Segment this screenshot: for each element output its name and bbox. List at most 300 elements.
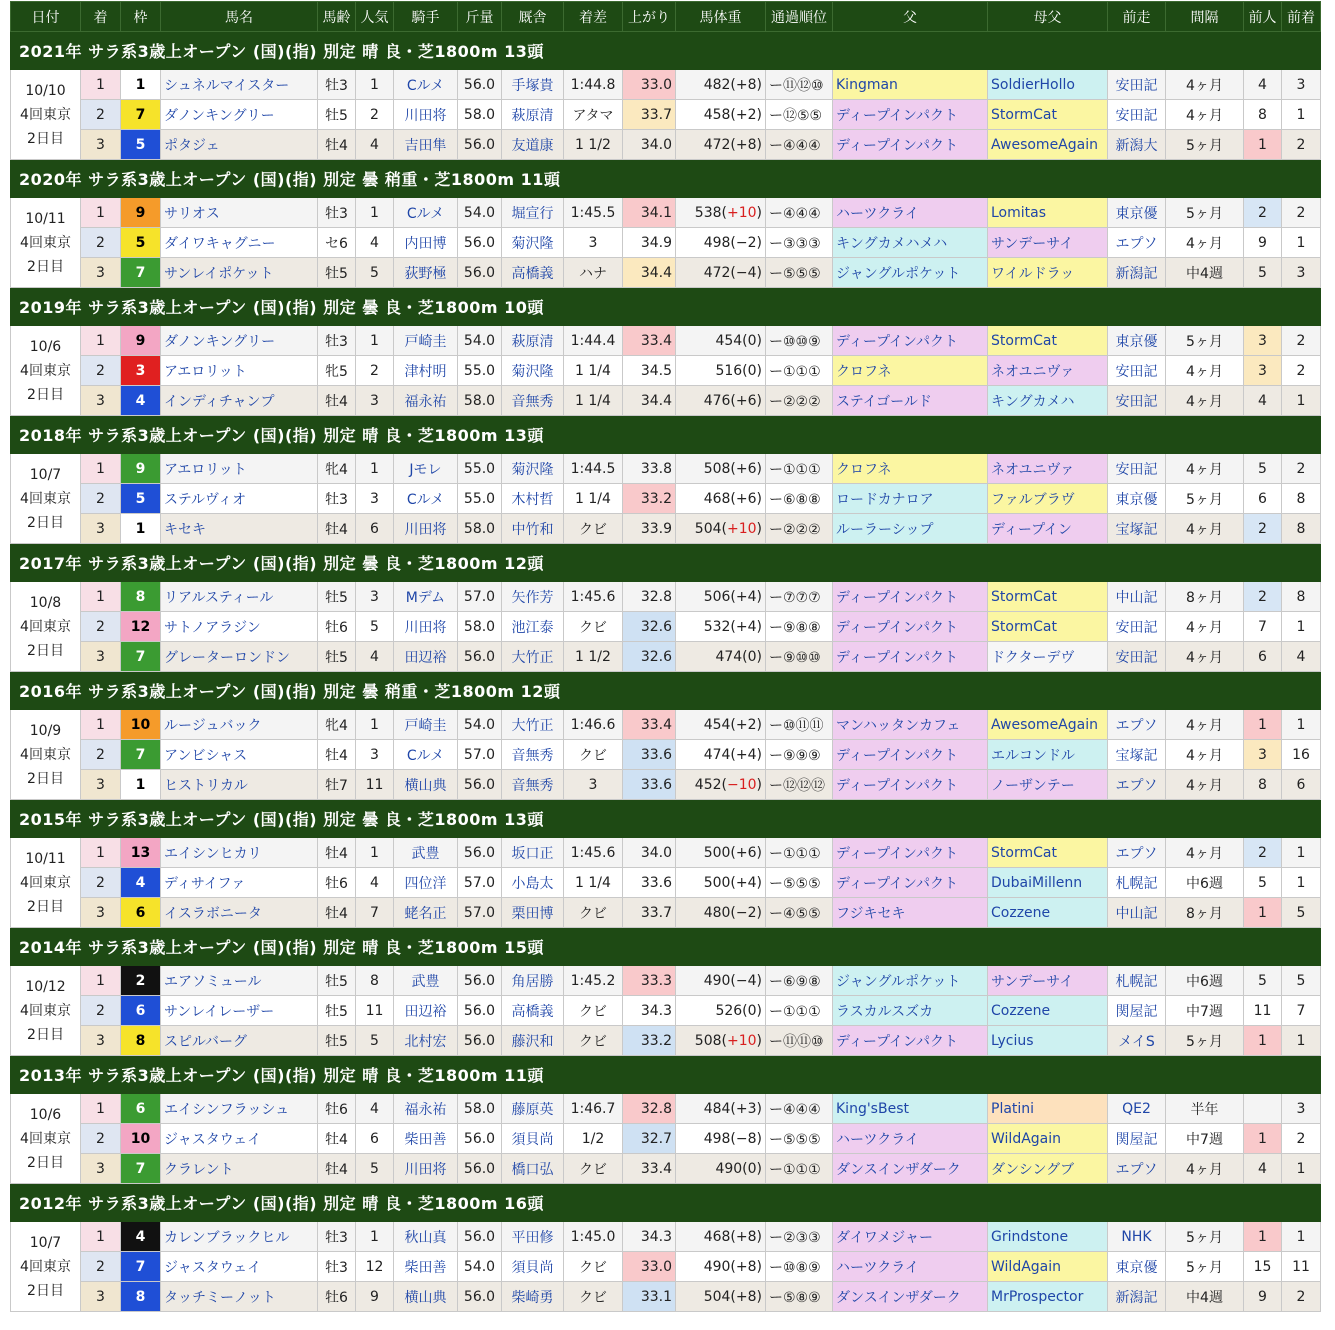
sire-link[interactable]: ダイワメジャー <box>836 1229 934 1246</box>
trainer-link[interactable]: 高橋義 <box>511 1003 554 1020</box>
column-header[interactable]: 前人 <box>1244 2 1282 32</box>
jockey-link[interactable]: Cルメ <box>406 747 445 764</box>
sire-link[interactable]: キングカメハメハ <box>836 235 948 252</box>
jockey-link[interactable]: 四位洋 <box>404 875 447 892</box>
dam-sire-link[interactable]: Lomitas <box>991 204 1047 221</box>
race-meet: 4回東京 <box>20 106 71 123</box>
dam-sire-link[interactable]: StormCat <box>991 618 1057 635</box>
jockey-link[interactable]: Cルメ <box>406 491 445 508</box>
previous-race-link[interactable]: QE2 <box>1122 1100 1151 1117</box>
horse-name-link[interactable]: ジャスタウェイ <box>164 1131 262 1148</box>
sire-link[interactable]: クロフネ <box>836 363 892 380</box>
race-title[interactable]: 2013年 サラ系3歳上オープン (国)(指) 別定 晴 良・芝1800m 11頭 <box>11 1056 1321 1094</box>
sire-link[interactable]: ジャングルポケット <box>836 973 961 990</box>
sire-cell <box>833 612 988 642</box>
sire-link[interactable]: ディープインパクト <box>836 777 958 794</box>
previous-race-link[interactable]: 安田記 <box>1115 363 1158 380</box>
jockey-link[interactable]: 柴田善 <box>404 1131 447 1148</box>
sire-link[interactable]: ディープインパクト <box>836 107 958 124</box>
horse-name-cell <box>161 484 318 514</box>
column-header[interactable]: 間隔 <box>1166 2 1244 32</box>
race-day: 2日目 <box>27 386 64 403</box>
sire-link[interactable]: ロードカナロア <box>836 491 934 508</box>
table-row <box>11 770 1321 800</box>
dam-sire-link[interactable]: Cozzene <box>991 1002 1051 1019</box>
previous-popularity: 2 <box>1244 838 1282 868</box>
previous-race-link[interactable]: 関屋記 <box>1115 1003 1158 1020</box>
sire-link[interactable]: クロフネ <box>836 461 892 478</box>
previous-race-link[interactable]: 中山記 <box>1115 589 1158 606</box>
dam-sire-link[interactable]: ワイルドラッ <box>991 265 1075 282</box>
dam-sire-cell <box>988 740 1108 770</box>
horse-name-link[interactable]: エイシンフラッシュ <box>164 1101 290 1118</box>
previous-race-link[interactable]: 関屋記 <box>1115 1131 1158 1148</box>
dam-sire-link[interactable]: WildAgain <box>991 1130 1062 1147</box>
trainer-link[interactable]: 大竹正 <box>511 717 554 734</box>
dam-sire-link[interactable]: Lycius <box>991 1032 1034 1049</box>
sire-link[interactable]: ディープインパクト <box>836 875 958 892</box>
jockey-link[interactable]: 戸崎圭 <box>404 333 447 350</box>
passing-order: ー⑥⑨⑧ <box>766 966 833 996</box>
body-weight: 484(+3) <box>676 1094 766 1124</box>
previous-race-link[interactable]: 安田記 <box>1115 393 1158 410</box>
previous-race-link[interactable]: 新潟記 <box>1115 265 1158 282</box>
jockey-link[interactable]: 荻野極 <box>404 265 447 282</box>
jockey-link[interactable]: Jモレ <box>409 461 442 478</box>
dam-sire-cell <box>988 1026 1108 1056</box>
horse-name-link[interactable]: サトノアラジン <box>164 619 261 636</box>
sire-cell <box>833 100 988 130</box>
dam-sire-link[interactable]: ディープイン <box>991 521 1072 538</box>
weight-carried: 56.0 <box>458 642 502 672</box>
column-header[interactable]: 馬名 <box>161 2 318 32</box>
previous-race-link[interactable]: 中山記 <box>1115 905 1158 922</box>
horse-name-link[interactable]: エアソミュール <box>164 973 262 990</box>
dam-sire-cell <box>988 228 1108 258</box>
horse-name-link[interactable]: ダノンキングリー <box>164 107 275 124</box>
jockey-cell <box>394 1222 458 1252</box>
dam-sire-link[interactable]: AwesomeAgain <box>991 716 1098 733</box>
horse-name-link[interactable]: ジャスタウェイ <box>164 1259 262 1276</box>
race-title[interactable]: 2016年 サラ系3歳上オープン (国)(指) 別定 曇 稍重・芝1800m 12頭 <box>11 672 1321 710</box>
horse-name-cell <box>161 70 318 100</box>
sire-cell <box>833 868 988 898</box>
horse-name-link[interactable]: クラレント <box>164 1161 234 1178</box>
race-title[interactable]: 2018年 サラ系3歳上オープン (国)(指) 別定 晴 良・芝1800m 13頭 <box>11 416 1321 454</box>
dam-sire-link[interactable]: SoldierHollo <box>991 76 1075 93</box>
sire-link[interactable]: ディープインパクト <box>836 137 958 154</box>
previous-popularity: 8 <box>1244 100 1282 130</box>
trainer-link[interactable]: 音無秀 <box>511 393 554 410</box>
trainer-cell <box>502 868 564 898</box>
trainer-cell <box>502 70 564 100</box>
sire-cell <box>833 386 988 416</box>
dam-sire-link[interactable]: エルコンドル <box>991 747 1075 764</box>
horse-name-cell <box>161 1026 318 1056</box>
previous-race-link[interactable]: 安田記 <box>1115 619 1158 636</box>
dam-sire-link[interactable]: StormCat <box>991 106 1057 123</box>
dam-sire-link[interactable]: サンデーサイ <box>991 973 1074 990</box>
horse-name-link[interactable]: サリオス <box>164 205 220 222</box>
trainer-link[interactable]: 木村哲 <box>511 491 554 508</box>
previous-race-link[interactable]: エプソ <box>1115 1161 1158 1178</box>
previous-race-link[interactable]: 札幌記 <box>1115 973 1158 990</box>
weight-carried: 58.0 <box>458 386 502 416</box>
sire-link[interactable]: Kingman <box>836 76 898 93</box>
jockey-cell <box>394 770 458 800</box>
previous-race-link[interactable]: エプソ <box>1115 845 1158 862</box>
trainer-link[interactable]: 手塚貴 <box>511 77 554 94</box>
horse-name-link[interactable]: ダノンキングリー <box>164 333 276 350</box>
sire-link[interactable]: ハーツクライ <box>836 1259 919 1276</box>
trainer-link[interactable]: 矢作芳 <box>511 589 554 606</box>
sire-link[interactable]: ラスカルスズカ <box>836 1003 934 1020</box>
previous-race-cell <box>1108 356 1166 386</box>
jockey-link[interactable]: 横山典 <box>404 777 447 794</box>
trainer-cell <box>502 198 564 228</box>
jockey-link[interactable]: 川田将 <box>404 107 447 124</box>
trainer-link[interactable]: 池江泰 <box>511 619 554 636</box>
race-title[interactable]: 2014年 サラ系3歳上オープン (国)(指) 別定 晴 良・芝1800m 15頭 <box>11 928 1321 966</box>
jockey-link[interactable]: 戸崎圭 <box>404 717 447 734</box>
dam-sire-link[interactable]: ノーザンテー <box>991 777 1075 794</box>
race-title[interactable]: 2017年 サラ系3歳上オープン (国)(指) 別定 曇 良・芝1800m 12頭 <box>11 544 1321 582</box>
column-header[interactable]: 日付 <box>11 2 81 32</box>
trainer-link[interactable]: 友道康 <box>511 137 554 154</box>
previous-race-link[interactable]: エプソ <box>1115 717 1158 734</box>
margin: 1 1/2 <box>564 642 623 672</box>
trainer-link[interactable]: 音無秀 <box>511 777 554 794</box>
passing-order: ー④④④ <box>766 1094 833 1124</box>
jockey-cell <box>394 868 458 898</box>
horse-name-cell <box>161 898 318 928</box>
dam-sire-link[interactable]: AwesomeAgain <box>991 136 1098 153</box>
race-title[interactable]: 2020年 サラ系3歳上オープン (国)(指) 別定 曇 稍重・芝1800m 11頭 <box>11 160 1321 198</box>
sire-link[interactable]: ディープインパクト <box>836 649 958 666</box>
sire-link[interactable]: ディープインパクト <box>836 619 958 636</box>
horse-name-link[interactable]: アンビシャス <box>164 747 248 764</box>
previous-race-cell <box>1108 1252 1166 1282</box>
previous-race-cell <box>1108 996 1166 1026</box>
table-row <box>11 70 1321 100</box>
trainer-link[interactable]: 坂口正 <box>511 845 554 862</box>
sire-cell <box>833 70 988 100</box>
finish-position: 1 <box>81 326 121 356</box>
previous-race-link[interactable]: エプソ <box>1115 777 1158 794</box>
dam-sire-link[interactable]: キングカメハ <box>991 393 1075 410</box>
column-header[interactable]: 馬体重 <box>676 2 766 32</box>
interval: 中7週 <box>1166 1124 1244 1154</box>
horse-name-link[interactable]: ルージュバック <box>164 717 262 734</box>
dam-sire-link[interactable]: Platini <box>991 1100 1035 1117</box>
jockey-link[interactable]: Cルメ <box>406 205 445 222</box>
previous-race-link[interactable]: 東京優 <box>1115 491 1158 508</box>
trainer-link[interactable]: 角居勝 <box>511 973 554 990</box>
horse-name-link[interactable]: アエロリット <box>164 363 247 380</box>
horse-name-link[interactable]: ステルヴィオ <box>164 491 247 508</box>
column-header[interactable]: 前着 <box>1282 2 1321 32</box>
trainer-link[interactable]: 藤原英 <box>511 1101 554 1118</box>
horse-name-cell <box>161 868 318 898</box>
previous-race-link[interactable]: 安田記 <box>1115 649 1158 666</box>
column-header[interactable]: 母父 <box>988 2 1108 32</box>
sire-link[interactable]: ディープインパクト <box>836 845 958 862</box>
column-header[interactable]: 着差 <box>564 2 623 32</box>
last-3f: 34.4 <box>623 258 676 288</box>
horse-name-link[interactable]: キセキ <box>164 521 206 538</box>
jockey-link[interactable]: 蛯名正 <box>404 905 447 922</box>
race-header-row <box>11 544 1321 582</box>
jockey-link[interactable]: 田辺裕 <box>404 649 447 666</box>
jockey-cell <box>394 710 458 740</box>
horse-name-cell <box>161 1252 318 1282</box>
jockey-cell <box>394 898 458 928</box>
previous-finish: 2 <box>1282 1282 1321 1312</box>
dam-sire-link[interactable]: サンデーサイ <box>991 235 1074 252</box>
jockey-link[interactable]: 川田将 <box>404 619 447 636</box>
horse-name-link[interactable]: シュネルマイスター <box>164 77 290 94</box>
sire-link[interactable]: ディープインパクト <box>836 1033 958 1050</box>
dam-sire-link[interactable]: Cozzene <box>991 904 1051 921</box>
dam-sire-link[interactable]: DubaiMillenn <box>991 874 1083 891</box>
dam-sire-link[interactable]: ドクターデヴ <box>991 649 1075 666</box>
last-3f: 33.7 <box>623 100 676 130</box>
finish-position: 2 <box>81 100 121 130</box>
previous-race-link[interactable]: メイS <box>1118 1033 1155 1050</box>
previous-popularity: 1 <box>1244 1222 1282 1252</box>
column-header[interactable]: 枠 <box>121 2 161 32</box>
horse-name-link[interactable]: リアルスティール <box>164 589 274 606</box>
sire-cell <box>833 1252 988 1282</box>
previous-race-link[interactable]: エプソ <box>1115 235 1158 252</box>
race-date: 10/10 <box>25 82 66 99</box>
jockey-cell <box>394 258 458 288</box>
passing-order: ー⑩⑪⑪ <box>766 710 833 740</box>
dam-sire-link[interactable]: StormCat <box>991 588 1057 605</box>
margin: クビ <box>564 1252 623 1282</box>
jockey-cell <box>394 582 458 612</box>
sire-link[interactable]: King'sBest <box>836 1100 909 1117</box>
trainer-link[interactable]: 高橋義 <box>511 265 554 282</box>
jockey-link[interactable]: 柴田善 <box>404 1259 447 1276</box>
trainer-link[interactable]: 須貝尚 <box>511 1131 554 1148</box>
sire-cell <box>833 642 988 672</box>
horse-name-cell <box>161 966 318 996</box>
trainer-link[interactable]: 小島太 <box>511 875 554 892</box>
jockey-link[interactable]: 川田将 <box>404 521 447 538</box>
previous-race-link[interactable]: 新潟大 <box>1115 137 1158 154</box>
weight-change: +10 <box>726 520 757 537</box>
trainer-link[interactable]: 大竹正 <box>511 649 554 666</box>
previous-race-link[interactable]: 東京優 <box>1115 205 1158 222</box>
previous-race-link[interactable]: 安田記 <box>1115 107 1158 124</box>
trainer-cell <box>502 642 564 672</box>
horse-name-cell <box>161 1222 318 1252</box>
passing-order: ー⑩⑧⑨ <box>766 1252 833 1282</box>
margin: 1 1/4 <box>564 484 623 514</box>
dam-sire-link[interactable]: ネオユニヴァ <box>991 461 1075 478</box>
horse-name-link[interactable]: スピルバーグ <box>164 1033 248 1050</box>
previous-race-link[interactable]: 安田記 <box>1115 461 1158 478</box>
sire-link[interactable]: ステイゴールド <box>836 393 932 410</box>
jockey-link[interactable]: Cルメ <box>406 77 445 94</box>
sire-link[interactable]: ハーツクライ <box>836 205 919 222</box>
sire-link[interactable]: ジャングルポケット <box>836 265 961 282</box>
trainer-link[interactable]: 須貝尚 <box>511 1259 554 1276</box>
horse-name-link[interactable]: タッチミーノット <box>164 1289 276 1306</box>
trainer-link[interactable]: 平田修 <box>511 1229 554 1246</box>
column-header[interactable]: 厩舎 <box>502 2 564 32</box>
horse-name-link[interactable]: ポタジェ <box>164 137 220 154</box>
trainer-link[interactable]: 柴崎勇 <box>511 1289 554 1306</box>
trainer-link[interactable]: 菊沢隆 <box>511 363 554 380</box>
sire-link[interactable]: マンハッタンカフェ <box>836 717 961 734</box>
table-row <box>11 1252 1321 1282</box>
jockey-link[interactable]: 横山典 <box>404 1289 447 1306</box>
horse-name-link[interactable]: ヒストリカル <box>164 777 248 794</box>
previous-race-link[interactable]: 宝塚記 <box>1115 521 1158 538</box>
jockey-link[interactable]: 津村明 <box>404 363 447 380</box>
margin: 1:46.7 <box>564 1094 623 1124</box>
horse-name-link[interactable]: エイシンヒカリ <box>164 845 262 862</box>
horse-name-link[interactable]: サンレイポケット <box>164 265 274 282</box>
horse-name-link[interactable]: グレーターロンドン <box>164 649 290 666</box>
sire-link[interactable]: ディープインパクト <box>836 747 958 764</box>
sire-link[interactable]: ハーツクライ <box>836 1131 919 1148</box>
sire-link[interactable]: ディープインパクト <box>836 333 958 350</box>
previous-race-cell <box>1108 710 1166 740</box>
previous-finish: 4 <box>1282 642 1321 672</box>
race-title[interactable]: 2015年 サラ系3歳上オープン (国)(指) 別定 曇 良・芝1800m 13頭 <box>11 800 1321 838</box>
trainer-link[interactable]: 萩原清 <box>511 333 554 350</box>
sire-link[interactable]: ディープインパクト <box>836 589 958 606</box>
race-header-row <box>11 800 1321 838</box>
horse-age: 牡4 <box>318 386 356 416</box>
interval: 4ヶ月 <box>1166 770 1244 800</box>
race-meet: 4回東京 <box>20 234 71 251</box>
trainer-link[interactable]: 橋口弘 <box>511 1161 554 1178</box>
previous-race-link[interactable]: 東京優 <box>1115 1259 1158 1276</box>
column-header[interactable]: 父 <box>833 2 988 32</box>
sire-link[interactable]: フジキセキ <box>836 905 906 922</box>
dam-sire-link[interactable]: ネオユニヴァ <box>991 363 1075 380</box>
popularity: 12 <box>356 1252 394 1282</box>
previous-race-link[interactable]: NHK <box>1121 1228 1152 1245</box>
previous-race-link[interactable]: 札幌記 <box>1115 875 1158 892</box>
race-date: 10/11 <box>25 850 66 867</box>
dam-sire-link[interactable]: WildAgain <box>991 1258 1062 1275</box>
horse-name-link[interactable]: サンレイレーザー <box>164 1003 275 1020</box>
column-header[interactable]: 前走 <box>1108 2 1166 32</box>
column-header[interactable]: 通過順位 <box>766 2 833 32</box>
jockey-link[interactable]: 福永祐 <box>404 393 447 410</box>
race-header-row <box>11 672 1321 710</box>
race-header-row <box>11 288 1321 326</box>
margin: 1:45.0 <box>564 1222 623 1252</box>
sire-link[interactable]: ダンスインザダーク <box>836 1161 961 1178</box>
sire-link[interactable]: ダンスインザダーク <box>836 1289 961 1306</box>
horse-name-link[interactable]: アエロリット <box>164 461 247 478</box>
jockey-link[interactable]: 川田将 <box>404 1161 447 1178</box>
dam-sire-link[interactable]: ダンシングブ <box>991 1161 1075 1178</box>
passing-order: ー⑨⑧⑧ <box>766 612 833 642</box>
table-row <box>11 1026 1321 1056</box>
trainer-link[interactable]: 中竹和 <box>511 521 554 538</box>
horse-age: 牡6 <box>318 868 356 898</box>
horse-name-link[interactable]: インディチャンプ <box>164 393 275 410</box>
dam-sire-link[interactable]: MrProspector <box>991 1288 1084 1305</box>
jockey-link[interactable]: 吉田隼 <box>404 137 447 154</box>
jockey-link[interactable]: 北村宏 <box>404 1033 447 1050</box>
horse-name-link[interactable]: カレンブラックヒル <box>164 1229 290 1246</box>
horse-name-cell <box>161 356 318 386</box>
race-title[interactable]: 2012年 サラ系3歳上オープン (国)(指) 別定 晴 良・芝1800m 16頭 <box>11 1184 1321 1222</box>
previous-race-link[interactable]: 安田記 <box>1115 77 1158 94</box>
interval: 4ヶ月 <box>1166 710 1244 740</box>
column-header[interactable]: 馬齢 <box>318 2 356 32</box>
margin: 1 1/2 <box>564 130 623 160</box>
dam-sire-link[interactable]: Grindstone <box>991 1228 1069 1245</box>
jockey-link[interactable]: 田辺裕 <box>404 1003 447 1020</box>
jockey-link[interactable]: 福永祐 <box>404 1101 447 1118</box>
dam-sire-cell <box>988 198 1108 228</box>
horse-name-link[interactable]: イスラボニータ <box>164 905 262 922</box>
trainer-link[interactable]: 菊沢隆 <box>511 461 554 478</box>
trainer-link[interactable]: 音無秀 <box>511 747 554 764</box>
trainer-link[interactable]: 堀宣行 <box>511 205 554 222</box>
last-3f: 33.4 <box>623 710 676 740</box>
column-header[interactable]: 人気 <box>356 2 394 32</box>
horse-name-link[interactable]: ディサイファ <box>164 875 246 892</box>
race-title[interactable]: 2021年 サラ系3歳上オープン (国)(指) 別定 晴 良・芝1800m 13頭 <box>11 32 1321 70</box>
passing-order: ー⑤⑤⑤ <box>766 258 833 288</box>
horse-number: 9 <box>121 454 161 484</box>
dam-sire-link[interactable]: StormCat <box>991 332 1057 349</box>
jockey-link[interactable]: Mデム <box>405 589 446 606</box>
previous-race-link[interactable]: 東京優 <box>1115 333 1158 350</box>
previous-race-cell <box>1108 612 1166 642</box>
race-title[interactable]: 2019年 サラ系3歳上オープン (国)(指) 別定 曇 良・芝1800m 10頭 <box>11 288 1321 326</box>
dam-sire-link[interactable]: ファルブラヴ <box>991 491 1075 508</box>
horse-name-link[interactable]: ダイワキャグニー <box>164 235 276 252</box>
trainer-link[interactable]: 菊沢隆 <box>511 235 554 252</box>
jockey-link[interactable]: 武豊 <box>411 973 440 990</box>
jockey-link[interactable]: 内田博 <box>404 235 447 252</box>
trainer-link[interactable]: 栗田博 <box>511 905 554 922</box>
sire-link[interactable]: ルーラーシップ <box>836 521 934 538</box>
margin: 1:45.5 <box>564 198 623 228</box>
previous-race-link[interactable]: 宝塚記 <box>1115 747 1158 764</box>
dam-sire-link[interactable]: StormCat <box>991 844 1057 861</box>
trainer-link[interactable]: 藤沢和 <box>511 1033 554 1050</box>
column-header[interactable]: 騎手 <box>394 2 458 32</box>
previous-race-link[interactable]: 新潟記 <box>1115 1289 1158 1306</box>
column-header[interactable]: 斤量 <box>458 2 502 32</box>
column-header[interactable]: 上がり <box>623 2 676 32</box>
horse-name-cell <box>161 100 318 130</box>
popularity: 2 <box>356 356 394 386</box>
finish-position: 1 <box>81 70 121 100</box>
trainer-link[interactable]: 萩原清 <box>511 107 554 124</box>
jockey-link[interactable]: 武豊 <box>411 845 440 862</box>
last-3f: 33.6 <box>623 770 676 800</box>
previous-popularity: 1 <box>1244 710 1282 740</box>
interval: 4ヶ月 <box>1166 514 1244 544</box>
interval: 8ヶ月 <box>1166 582 1244 612</box>
weight-carried: 57.0 <box>458 740 502 770</box>
column-header[interactable]: 着 <box>81 2 121 32</box>
jockey-link[interactable]: 秋山真 <box>404 1229 447 1246</box>
